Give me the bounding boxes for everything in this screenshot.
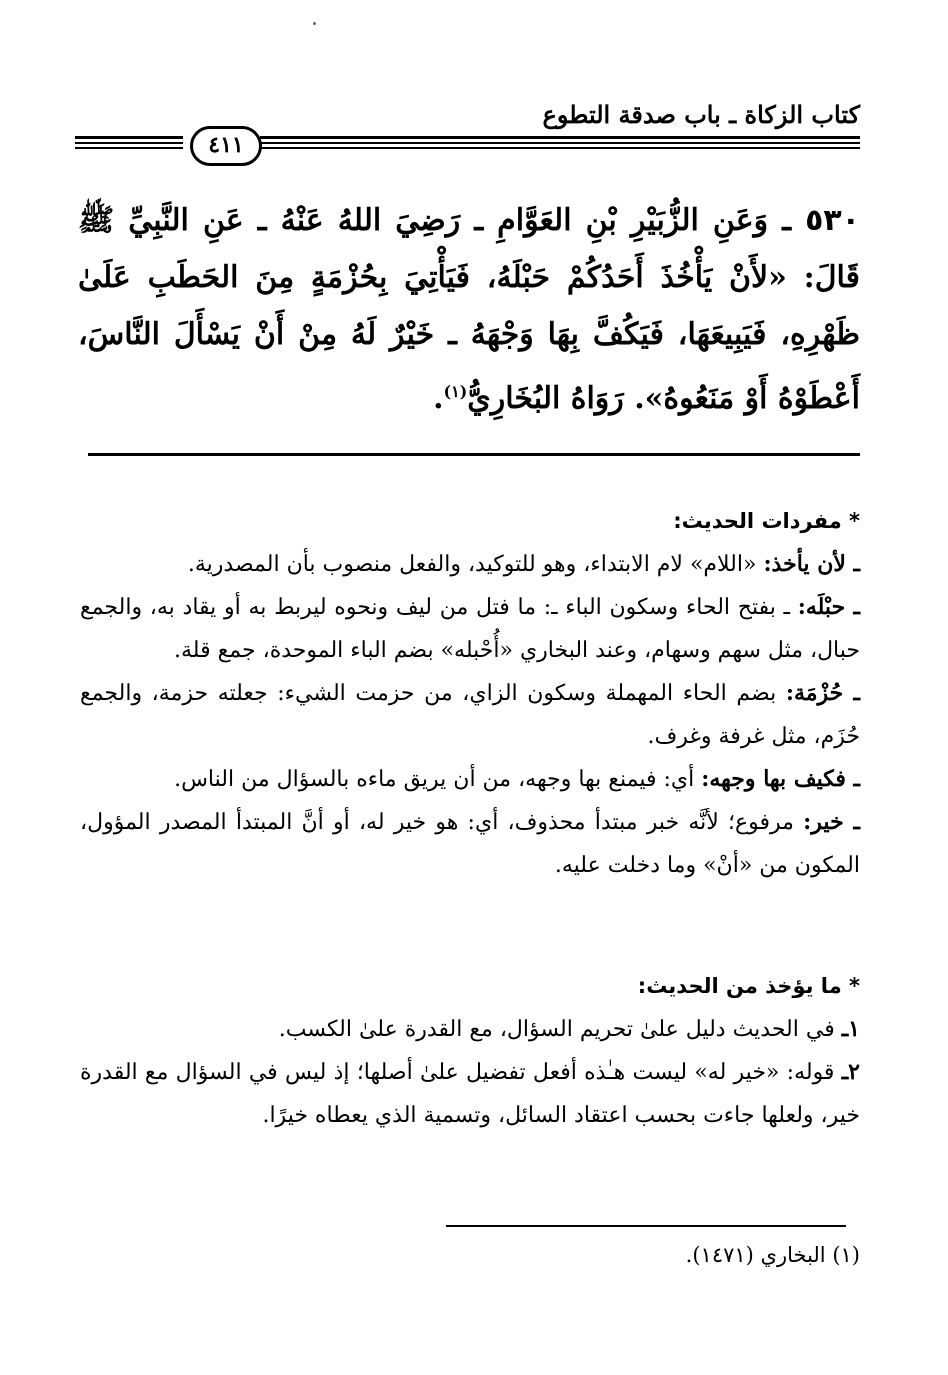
hadith-text: ـ وَعَنِ الزُّبَيْرِ بْنِ العَوَّامِ ـ رَضِيَ اللهُ عَنْهُ ـ عَنِ النَّبِيِّ ﷺ قَالَ: «لأَنْ يَأْخُذَ أَحَدُكُمْ حَبْلَهُ، فَيَأْتِيَ بِحُزْمَةٍ مِنَ الحَطَبِ عَلَىٰ ظَهْرِهِ، فَيَبِيعَهَا، فَيَكُفَّ بِهَا وَجْهَهُ ـ خَيْرٌ لَهُ مِنْ أَنْ يَسْأَلَ النَّاسَ، أَعْطَوْهُ أَوْ مَنَعُوهُ». رَوَاهُ البُخَارِيُّ bbox=[78, 203, 861, 416]
vocabulary-heading: * مفردات الحديث: bbox=[673, 509, 860, 533]
footnote: (١) البخاري (١٤٧١). bbox=[685, 1243, 860, 1267]
vocab-item bbox=[80, 801, 860, 887]
vocab-term: ـ فكيف بها وجهه: bbox=[701, 766, 860, 792]
vocab-term: ـ حبْلَه: bbox=[797, 594, 861, 620]
header-rule-right bbox=[260, 136, 860, 152]
vocab-item bbox=[80, 586, 860, 672]
vocab-definition: «اللام» لام الابتداء، وهو للتوكيد، والفعل منصوب بأن المصدرية. bbox=[187, 552, 764, 577]
hadith-end: . bbox=[433, 381, 444, 416]
hadith-text-block bbox=[78, 192, 860, 427]
lesson-number: ١ـ bbox=[841, 1016, 860, 1042]
lessons-heading: * ما يؤخذ من الحديث: bbox=[637, 974, 860, 998]
vocab-definition: بضم الحاء المهملة وسكون الزاي، من حزمت الشيء: جعلته حزمة، والجمع حُزَم، مثل غرفة وغرف. bbox=[80, 681, 860, 749]
section-divider bbox=[88, 453, 860, 456]
page-number: ٤١١ bbox=[190, 126, 262, 166]
page-speck bbox=[313, 22, 316, 25]
hadith-number: ٥٣٠ bbox=[805, 203, 860, 238]
lesson-number: ٢ـ bbox=[841, 1059, 860, 1085]
lesson-item bbox=[80, 1051, 860, 1137]
running-title: كتاب الزكاة ـ باب صدقة التطوع bbox=[542, 100, 860, 129]
vocab-item bbox=[80, 758, 860, 801]
vocab-definition: ـ بفتح الحاء وسكون الباء ـ: ما فتل من ليف ونحوه ليربط به أو يقاد به، والجمع حبال، مثل سهم وسهام، وعند البخاري «أُحْبله» بضم الباء الموحدة، جمع قلة. bbox=[80, 595, 860, 663]
footnote-reference: (١) bbox=[443, 382, 468, 401]
vocab-item bbox=[80, 672, 860, 758]
vocab-term: ـ خير: bbox=[803, 809, 860, 835]
header-rule-left bbox=[75, 136, 183, 152]
vocab-definition: مرفوع؛ لأنَّه خبر مبتدأ محذوف، أي: هو خير له، أو أنَّ المبتدأ المصدر المؤول، المكون من «أنْ» وما دخلت عليه. bbox=[80, 810, 860, 878]
vocabulary-section bbox=[80, 500, 860, 887]
lessons-section bbox=[80, 965, 860, 1137]
vocab-term: ـ حُزْمَة: bbox=[785, 680, 861, 706]
lesson-item bbox=[80, 1008, 860, 1051]
vocab-item bbox=[80, 543, 860, 586]
lesson-text: في الحديث دليل علىٰ تحريم السؤال، مع القدرة علىٰ الكسب. bbox=[278, 1017, 842, 1042]
lesson-text: قوله: «خير له» ليست هـٰذه أفعل تفضيل علىٰ أصلها؛ إذ ليس في السؤال مع القدرة خير، ولعلها جاءت بحسب اعتقاد السائل، وتسمية الذي يعطاه خيرًا. bbox=[80, 1060, 860, 1128]
page-header bbox=[75, 100, 860, 160]
vocab-definition: أي: فيمنع بها وجهه، من أن يريق ماءه بالسؤال من الناس. bbox=[174, 767, 702, 792]
footnote-rule bbox=[446, 1225, 846, 1227]
vocab-term: ـ لأن يأخذ: bbox=[763, 551, 860, 577]
